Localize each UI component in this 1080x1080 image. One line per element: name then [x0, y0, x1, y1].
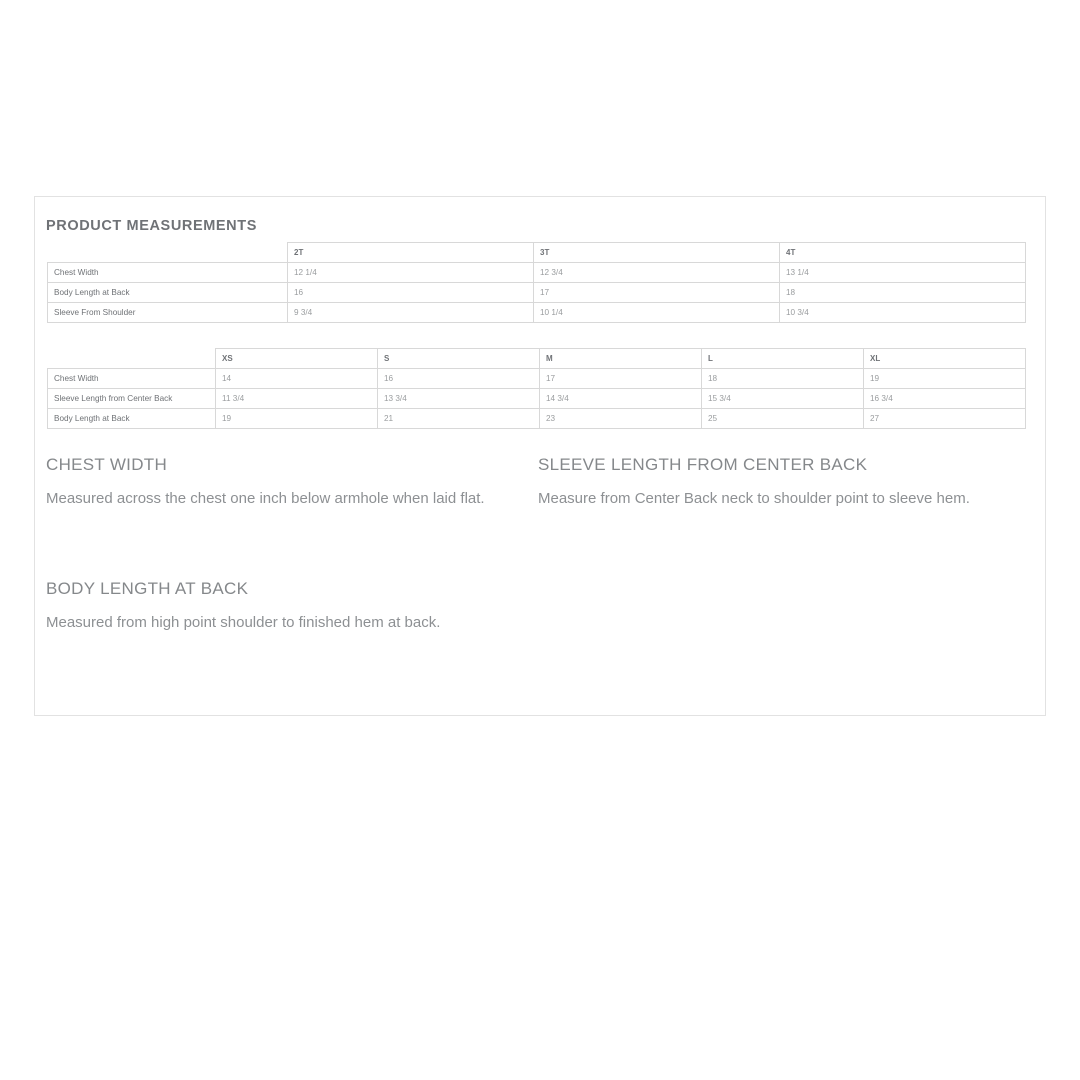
page-title: PRODUCT MEASUREMENTS: [46, 218, 257, 235]
table-row: [48, 263, 1026, 283]
table-body: [48, 369, 1026, 429]
measurement-cell: 18: [702, 369, 864, 389]
measurement-cell: 19: [864, 369, 1026, 389]
measurement-cell: 16: [288, 283, 534, 303]
measurement-cell: 17: [534, 283, 780, 303]
table-row: [48, 389, 1026, 409]
definition-body-length: [46, 579, 516, 638]
table-row: [48, 303, 1026, 323]
table-header: [48, 243, 1026, 263]
measurement-cell: 12 3/4: [534, 263, 780, 283]
size-chart-toddler: [47, 242, 1026, 323]
table-body: [48, 263, 1026, 323]
measurement-cell: 10 1/4: [534, 303, 780, 323]
measurement-cell: 14 3/4: [540, 389, 702, 409]
column-header: S: [378, 349, 540, 369]
table-header-row: [48, 349, 1026, 369]
measurement-cell: 11 3/4: [216, 389, 378, 409]
measurement-cell: 18: [780, 283, 1026, 303]
row-label: Body Length at Back: [48, 409, 216, 429]
row-label: Sleeve Length from Center Back: [48, 389, 216, 409]
measurement-cell: 21: [378, 409, 540, 429]
measurement-cell: 16 3/4: [864, 389, 1026, 409]
column-header: XL: [864, 349, 1026, 369]
row-label: Body Length at Back: [48, 283, 288, 303]
table-header: [48, 349, 1026, 369]
table-row: [48, 369, 1026, 389]
row-label: Chest Width: [48, 369, 216, 389]
column-header: 4T: [780, 243, 1026, 263]
measurement-cell: 23: [540, 409, 702, 429]
measurement-cell: 12 1/4: [288, 263, 534, 283]
definition-heading: BODY LENGTH AT BACK: [46, 579, 249, 598]
column-header: 3T: [534, 243, 780, 263]
measurement-cell: 13 3/4: [378, 389, 540, 409]
definition-body: Measured across the chest one inch below armhole when laid flat.: [46, 490, 485, 507]
column-header: XS: [216, 349, 378, 369]
measurement-cell: 17: [540, 369, 702, 389]
definition-heading: SLEEVE LENGTH FROM CENTER BACK: [538, 455, 868, 474]
definition-sleeve-length: [538, 455, 1008, 514]
column-header-blank: [48, 243, 288, 263]
measurement-cell: 9 3/4: [288, 303, 534, 323]
measurement-cell: 19: [216, 409, 378, 429]
measurement-cell: 14: [216, 369, 378, 389]
measurement-cell: 15 3/4: [702, 389, 864, 409]
column-header-blank: [48, 349, 216, 369]
definition-heading: CHEST WIDTH: [46, 455, 168, 474]
column-header: L: [702, 349, 864, 369]
measurement-cell: 13 1/4: [780, 263, 1026, 283]
row-label: Sleeve From Shoulder: [48, 303, 288, 323]
column-header: 2T: [288, 243, 534, 263]
measurement-cell: 16: [378, 369, 540, 389]
definition-body: Measure from Center Back neck to shoulder point to sleeve hem.: [538, 490, 970, 507]
table-row: [48, 409, 1026, 429]
measurement-cell: 10 3/4: [780, 303, 1026, 323]
measurement-cell: 25: [702, 409, 864, 429]
product-measurements-panel: [34, 196, 1046, 716]
table-row: [48, 283, 1026, 303]
measurement-cell: 27: [864, 409, 1026, 429]
table-header-row: [48, 243, 1026, 263]
row-label: Chest Width: [48, 263, 288, 283]
definition-body: Measured from high point shoulder to finished hem at back.: [46, 614, 441, 631]
definition-chest-width: [46, 455, 516, 514]
column-header: M: [540, 349, 702, 369]
size-chart-adult: [47, 348, 1026, 429]
